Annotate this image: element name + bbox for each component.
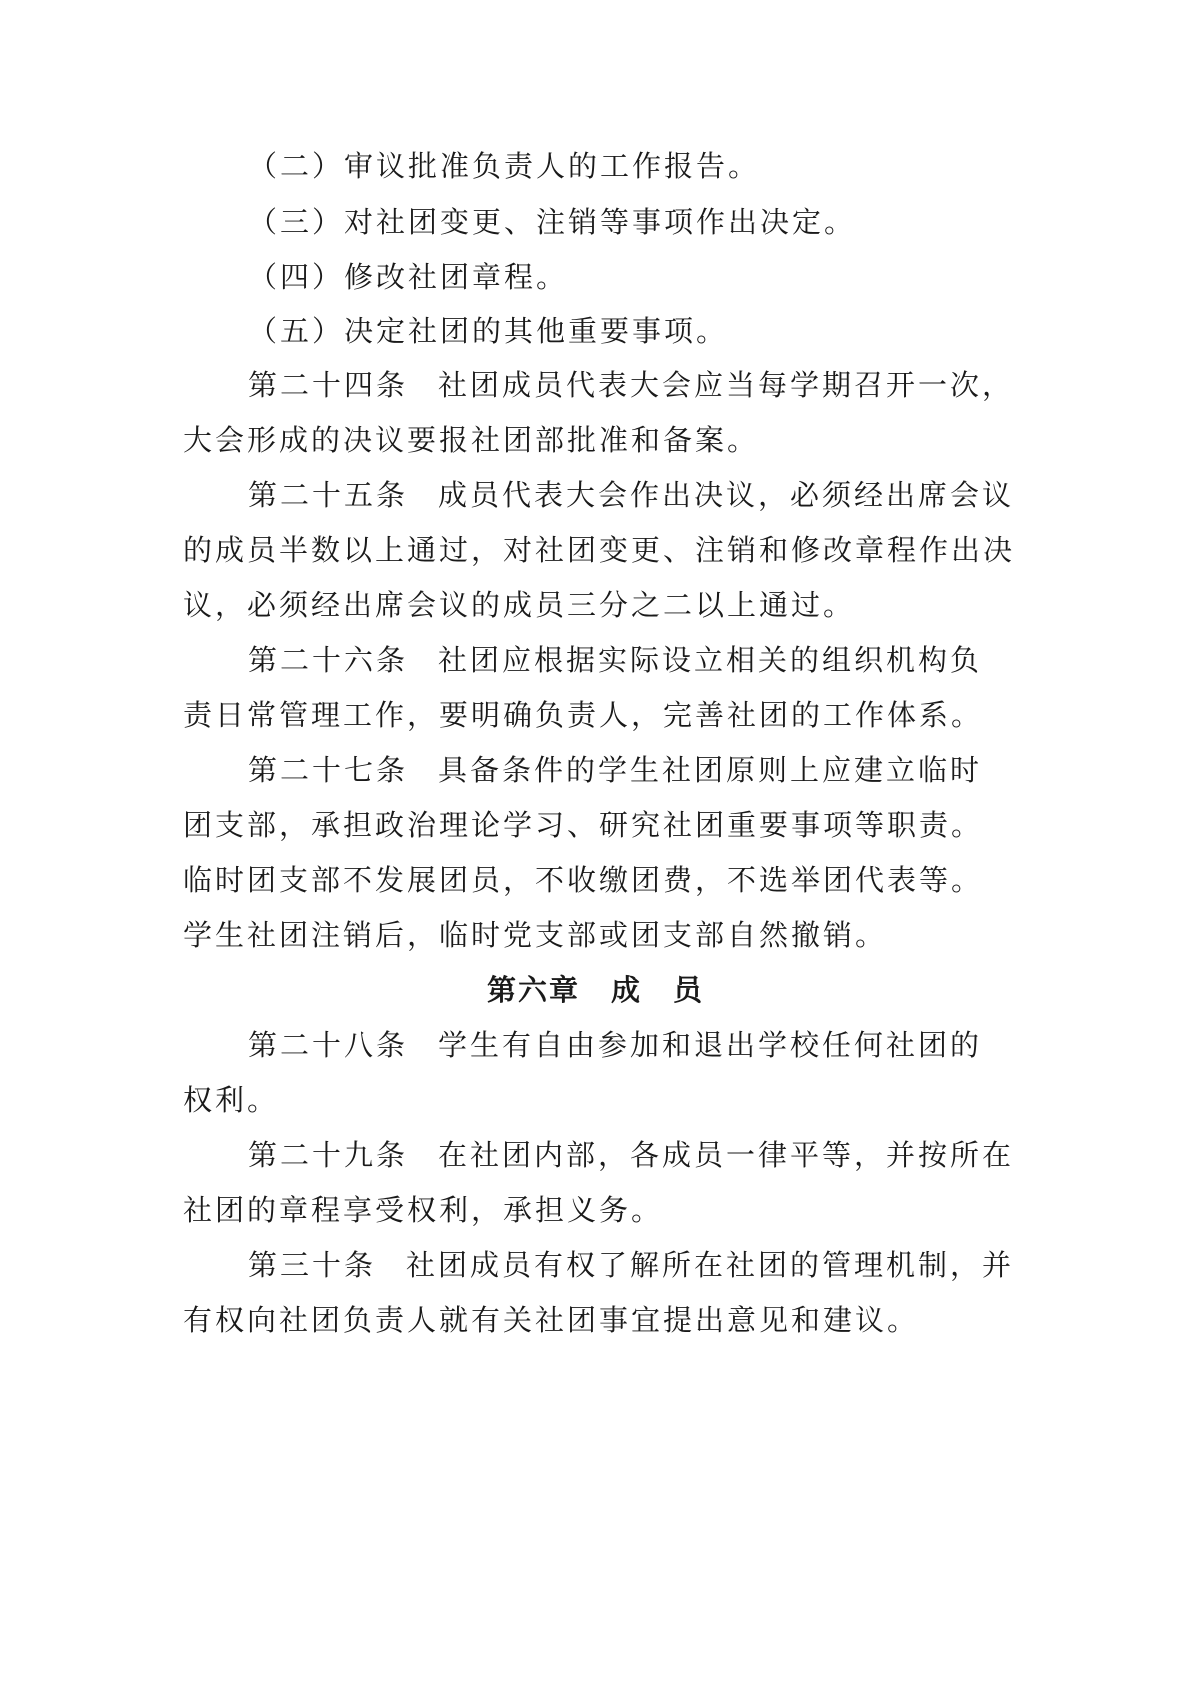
article-24-text: 社团成员代表大会应当每学期召开一次， — [438, 368, 1015, 402]
article-30-line-1 — [248, 1245, 1088, 1285]
article-24-label: 第二十四条 — [248, 368, 409, 402]
article-30-label: 第三十条 — [248, 1248, 377, 1282]
article-28-text: 学生有自由参加和退出学校任何社团的 — [438, 1028, 983, 1062]
article-29-line-2: 社团的章程享受权利，承担义务。 — [183, 1193, 664, 1227]
clause-2: （二）审议批准负责人的工作报告。 — [248, 149, 761, 183]
article-29-text: 在社团内部，各成员一律平等，并按所在 — [438, 1138, 1015, 1172]
article-30-text: 社团成员有权了解所在社团的管理机制，并 — [406, 1248, 1015, 1282]
article-27-text: 具备条件的学生社团原则上应建立临时 — [438, 753, 983, 787]
article-26-line-2: 责日常管理工作，要明确负责人，完善社团的工作体系。 — [183, 698, 984, 732]
article-25-line-2: 的成员半数以上通过，对社团变更、注销和修改章程作出决 — [183, 533, 1016, 567]
article-25-line-1 — [248, 475, 1088, 515]
chapter-6-heading: 第六章 成 员 — [486, 973, 704, 1007]
article-24-line-2: 大会形成的决议要报社团部批准和备案。 — [183, 423, 760, 457]
article-26-label: 第二十六条 — [248, 643, 409, 677]
article-28-line-1 — [248, 1025, 1088, 1065]
clause-4: （四）修改社团章程。 — [248, 260, 569, 294]
clause-3: （三）对社团变更、注销等事项作出决定。 — [248, 205, 857, 239]
article-25-line-3: 议，必须经出席会议的成员三分之二以上通过。 — [183, 588, 856, 622]
article-28-label: 第二十八条 — [248, 1028, 409, 1062]
article-27-line-4: 学生社团注销后，临时党支部或团支部自然撤销。 — [183, 918, 888, 952]
article-25-label: 第二十五条 — [248, 478, 409, 512]
article-24-line-1 — [248, 365, 1088, 405]
article-27-line-1 — [248, 750, 1088, 790]
article-26-line-1 — [248, 640, 1088, 680]
article-25-text: 成员代表大会作出决议，必须经出席会议 — [438, 478, 1015, 512]
article-27-line-3: 临时团支部不发展团员，不收缴团费，不选举团代表等。 — [183, 863, 984, 897]
article-29-line-1 — [248, 1135, 1088, 1175]
article-27-label: 第二十七条 — [248, 753, 409, 787]
article-30-line-2: 有权向社团负责人就有关社团事宜提出意见和建议。 — [183, 1303, 920, 1337]
article-29-label: 第二十九条 — [248, 1138, 409, 1172]
article-28-line-2: 权利。 — [183, 1083, 280, 1117]
article-26-text: 社团应根据实际设立相关的组织机构负 — [438, 643, 983, 677]
clause-5: （五）决定社团的其他重要事项。 — [248, 314, 729, 348]
article-27-line-2: 团支部，承担政治理论学习、研究社团重要事项等职责。 — [183, 808, 984, 842]
